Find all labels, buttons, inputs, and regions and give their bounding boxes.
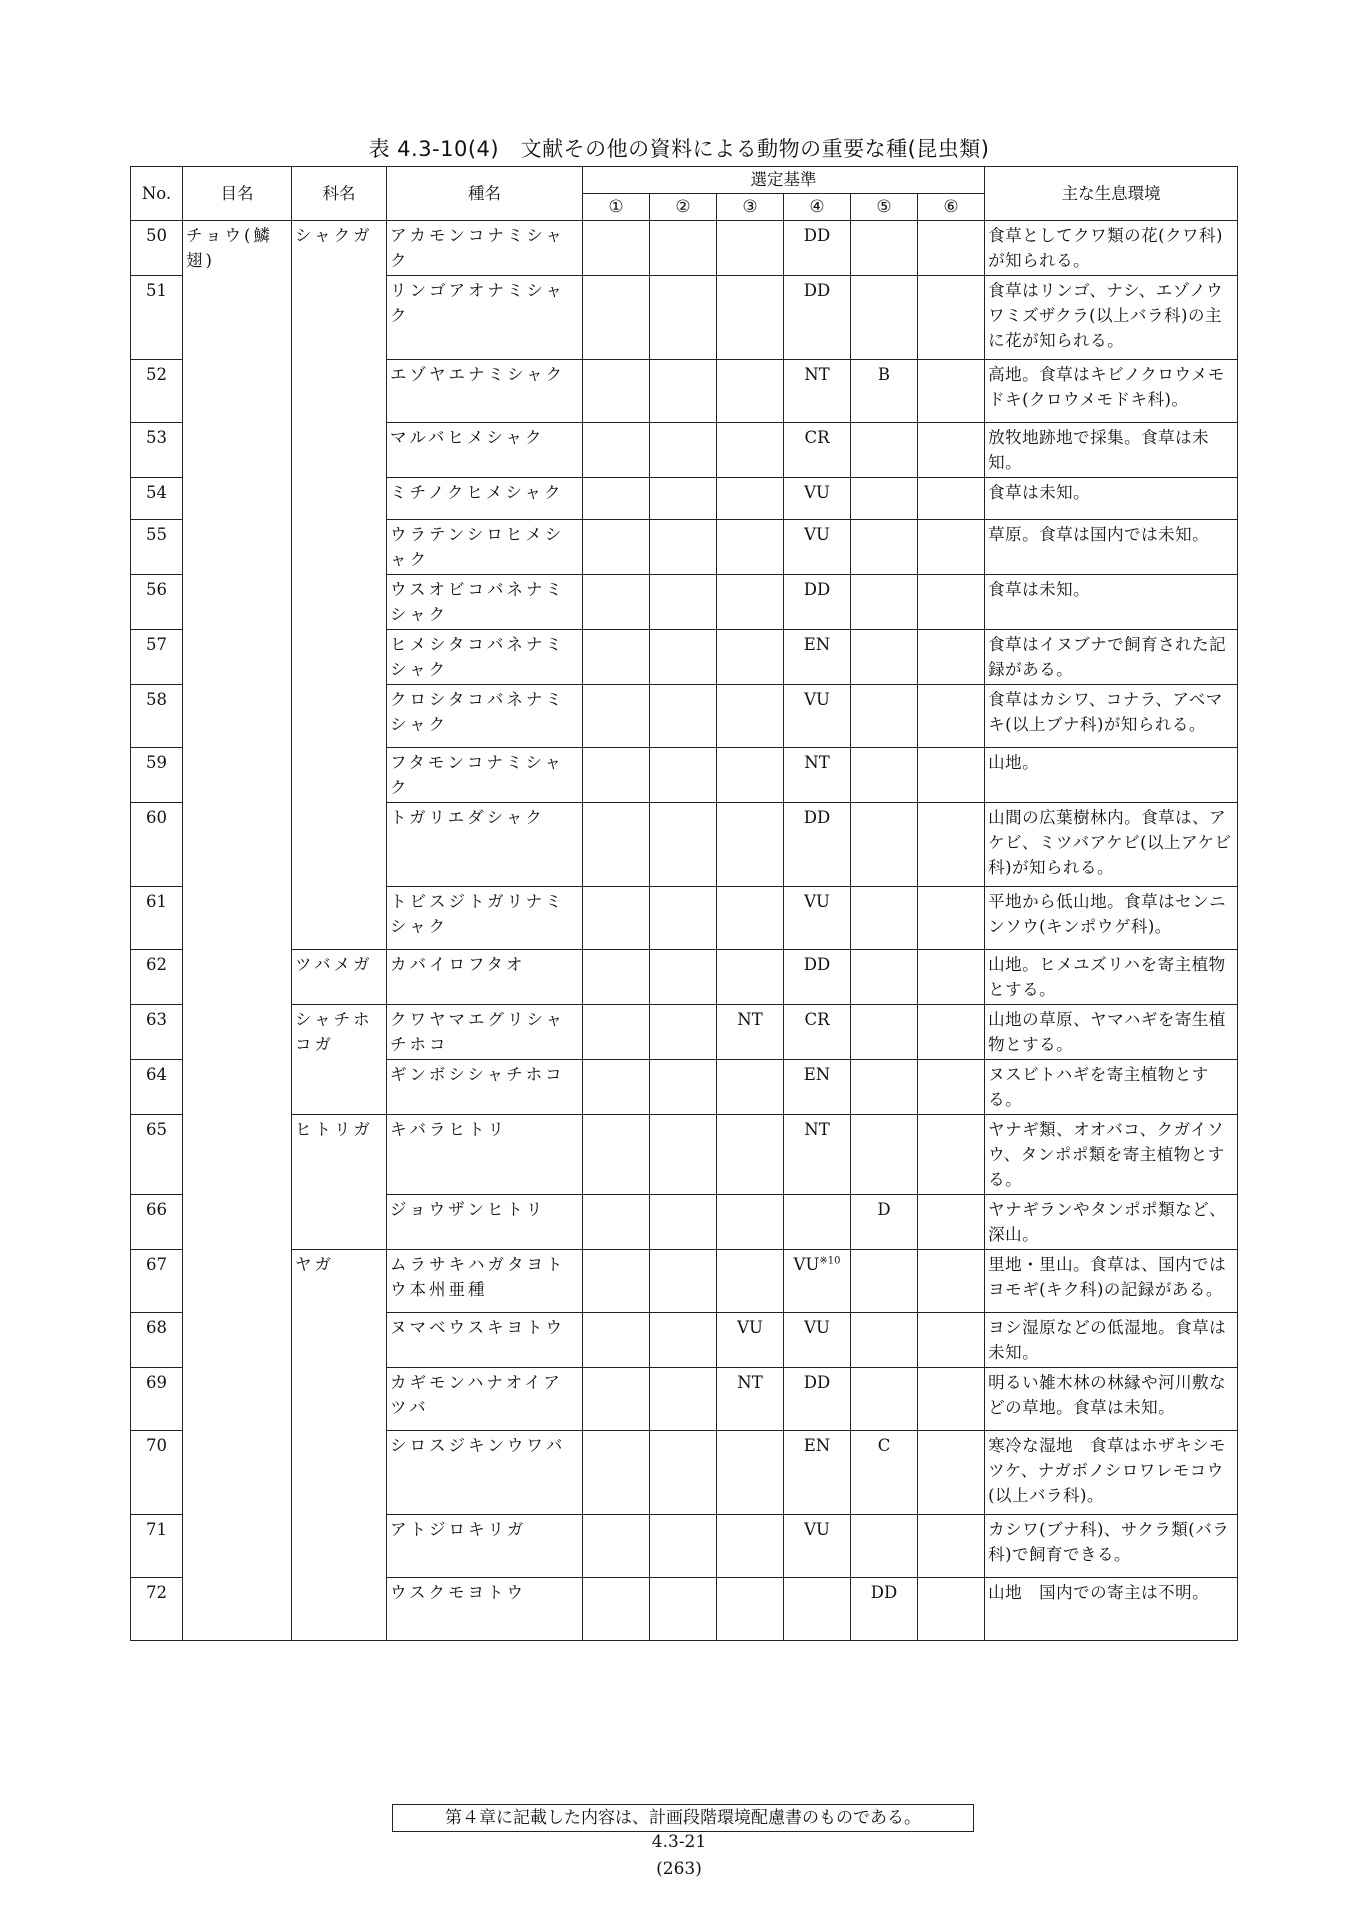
criterion-3 (717, 360, 784, 423)
species-name: エゾヤエナミシャク (387, 360, 583, 423)
criterion-2 (650, 575, 717, 630)
criterion-6 (918, 1005, 985, 1060)
criterion-2 (650, 360, 717, 423)
criterion-6 (918, 887, 985, 950)
criterion-5 (851, 1250, 918, 1313)
species-name: リンゴアオナミシャク (387, 276, 583, 360)
criterion-2 (650, 276, 717, 360)
row-number: 68 (131, 1313, 183, 1368)
criterion-4-value: VU (804, 525, 830, 544)
criterion-4-value: VU (793, 1255, 820, 1274)
criterion-1 (583, 1195, 650, 1250)
criterion-4-value: VU (804, 892, 830, 911)
criterion-4 (784, 1578, 851, 1641)
criterion-4 (784, 1368, 851, 1431)
header-criterion-6: ⑥ (918, 194, 985, 221)
criterion-5 (851, 423, 918, 478)
species-name: ウスクモヨトウ (387, 1578, 583, 1641)
criterion-1 (583, 1578, 650, 1641)
criterion-2 (650, 630, 717, 685)
row-number: 50 (131, 221, 183, 276)
criterion-5 (851, 748, 918, 803)
criterion-1 (583, 803, 650, 887)
habitat-text: 食草はカシワ、コナラ、アベマキ(以上ブナ科)が知られる。 (985, 685, 1238, 748)
header-species: 種名 (387, 167, 583, 221)
header-habitat: 主な生息環境 (985, 167, 1238, 221)
criterion-6 (918, 1515, 985, 1578)
criterion-4 (784, 520, 851, 575)
habitat-text: 山間の広葉樹林内。食草は、アケビ、ミツバアケビ(以上アケビ科)が知られる。 (985, 803, 1238, 887)
table-row (131, 1115, 1238, 1195)
family-name: シャチホコガ (292, 1005, 387, 1115)
species-name: ギンボシシャチホコ (387, 1060, 583, 1115)
criterion-4 (784, 630, 851, 685)
criterion-5 (851, 1005, 918, 1060)
criterion-1 (583, 748, 650, 803)
table-row (131, 1250, 1238, 1313)
habitat-text: ヤナギランやタンポポ類など、深山。 (985, 1195, 1238, 1250)
header-order: 目名 (183, 167, 292, 221)
criterion-3 (717, 803, 784, 887)
criterion-2 (650, 685, 717, 748)
family-name: シャクガ (292, 221, 387, 950)
criterion-2 (650, 1368, 717, 1431)
row-number: 66 (131, 1195, 183, 1250)
criterion-4-value: EN (803, 1065, 831, 1084)
criterion-6 (918, 478, 985, 520)
criterion-3 (717, 520, 784, 575)
row-number: 58 (131, 685, 183, 748)
family-name: ツバメガ (292, 950, 387, 1005)
header-criterion-5: ⑤ (851, 194, 918, 221)
criterion-1 (583, 1005, 650, 1060)
row-number: 72 (131, 1578, 183, 1641)
criterion-4 (784, 276, 851, 360)
criterion-3 (717, 1431, 784, 1515)
species-name: クロシタコバネナミシャク (387, 685, 583, 748)
criterion-6 (918, 575, 985, 630)
habitat-text: 里地・里山。食草は、国内ではヨモギ(キク科)の記録がある。 (985, 1250, 1238, 1313)
criterion-5 (851, 575, 918, 630)
criterion-4-value: DD (803, 580, 831, 599)
habitat-text: 山地 国内での寄主は不明。 (985, 1578, 1238, 1641)
species-name: ヌマベウスキヨトウ (387, 1313, 583, 1368)
criterion-4-value: DD (803, 281, 831, 300)
habitat-text: 食草としてクワ類の花(クワ科)が知られる。 (985, 221, 1238, 276)
criterion-6 (918, 1431, 985, 1515)
criterion-4 (784, 1115, 851, 1195)
criterion-4 (784, 221, 851, 276)
criterion-6 (918, 748, 985, 803)
row-number: 62 (131, 950, 183, 1005)
row-number: 55 (131, 520, 183, 575)
criterion-5 (851, 1115, 918, 1195)
criterion-3: VU (717, 1313, 784, 1368)
order-name: チョウ(鱗翅) (183, 221, 292, 1641)
species-name: ジョウザンヒトリ (387, 1195, 583, 1250)
header-criteria: 選定基準 (583, 167, 985, 194)
criterion-1 (583, 1250, 650, 1313)
habitat-text: 明るい雑木林の林縁や河川敷などの草地。食草は未知。 (985, 1368, 1238, 1431)
row-number: 61 (131, 887, 183, 950)
habitat-text: 食草は未知。 (985, 478, 1238, 520)
criterion-2 (650, 1060, 717, 1115)
criterion-3 (717, 630, 784, 685)
header-criterion-4: ④ (784, 194, 851, 221)
criterion-4-value: CR (804, 428, 830, 447)
criterion-2 (650, 1515, 717, 1578)
criterion-5 (851, 685, 918, 748)
criterion-5: C (851, 1431, 918, 1515)
criterion-4 (784, 685, 851, 748)
criterion-6 (918, 685, 985, 748)
criterion-2 (650, 478, 717, 520)
family-name: ヤガ (292, 1250, 387, 1641)
criterion-4-value: CR (804, 1010, 830, 1029)
criterion-2 (650, 1195, 717, 1250)
criterion-1 (583, 887, 650, 950)
criterion-3 (717, 748, 784, 803)
criterion-1 (583, 1313, 650, 1368)
criterion-1 (583, 221, 650, 276)
table-body (131, 221, 1238, 1641)
species-name: カギモンハナオイアツバ (387, 1368, 583, 1431)
row-number: 65 (131, 1115, 183, 1195)
criterion-6 (918, 1578, 985, 1641)
row-number: 57 (131, 630, 183, 685)
criterion-6 (918, 423, 985, 478)
criterion-4 (784, 1431, 851, 1515)
criterion-6 (918, 1368, 985, 1431)
criterion-5 (851, 520, 918, 575)
criterion-3 (717, 1515, 784, 1578)
criterion-4 (784, 1515, 851, 1578)
criterion-6 (918, 520, 985, 575)
criterion-5 (851, 1313, 918, 1368)
criterion-3 (717, 575, 784, 630)
species-name: ミチノクヒメシャク (387, 478, 583, 520)
table-row (131, 221, 1238, 276)
habitat-text: 山地の草原、ヤマハギを寄生植物とする。 (985, 1005, 1238, 1060)
criterion-6 (918, 360, 985, 423)
criterion-4-value: DD (803, 1373, 831, 1392)
habitat-text: 平地から低山地。食草はセンニンソウ(キンポウゲ科)。 (985, 887, 1238, 950)
habitat-text: 食草はリンゴ、ナシ、エゾノウワミズザクラ(以上バラ科)の主に花が知られる。 (985, 276, 1238, 360)
criterion-2 (650, 1431, 717, 1515)
criterion-4-value: DD (803, 955, 831, 974)
row-number: 56 (131, 575, 183, 630)
criterion-5 (851, 276, 918, 360)
criterion-3: NT (717, 1368, 784, 1431)
criterion-4-note: ※10 (819, 1255, 841, 1267)
criterion-2 (650, 1115, 717, 1195)
criterion-5 (851, 630, 918, 685)
row-number: 54 (131, 478, 183, 520)
criterion-4 (784, 360, 851, 423)
criterion-4 (784, 1313, 851, 1368)
criterion-4 (784, 1005, 851, 1060)
row-number: 67 (131, 1250, 183, 1313)
criterion-4-value: DD (803, 226, 831, 245)
criterion-4 (784, 887, 851, 950)
criterion-5 (851, 1368, 918, 1431)
habitat-text: 食草は未知。 (985, 575, 1238, 630)
species-name: クワヤマエグリシャチホコ (387, 1005, 583, 1060)
criterion-1 (583, 950, 650, 1005)
header-no: No. (131, 167, 183, 221)
species-name: キバラヒトリ (387, 1115, 583, 1195)
header-family: 科名 (292, 167, 387, 221)
criterion-4 (784, 803, 851, 887)
criterion-4-value: EN (803, 1436, 831, 1455)
criterion-6 (918, 950, 985, 1005)
criterion-6 (918, 221, 985, 276)
species-name: カバイロフタオ (387, 950, 583, 1005)
species-name: トガリエダシャク (387, 803, 583, 887)
row-number: 52 (131, 360, 183, 423)
criterion-6 (918, 1313, 985, 1368)
species-name: マルバヒメシャク (387, 423, 583, 478)
criterion-3 (717, 1060, 784, 1115)
criterion-6 (918, 1195, 985, 1250)
habitat-text: カシワ(ブナ科)、サクラ類(バラ科)で飼育できる。 (985, 1515, 1238, 1578)
criterion-6 (918, 630, 985, 685)
criterion-2 (650, 1005, 717, 1060)
criterion-1 (583, 1368, 650, 1431)
criterion-6 (918, 1250, 985, 1313)
family-name: ヒトリガ (292, 1115, 387, 1250)
criterion-1 (583, 1515, 650, 1578)
criterion-2 (650, 1250, 717, 1313)
criterion-2 (650, 950, 717, 1005)
criterion-3 (717, 478, 784, 520)
criterion-1 (583, 276, 650, 360)
criterion-4 (784, 950, 851, 1005)
criterion-4-value: DD (803, 808, 831, 827)
criterion-4-value: VU (804, 690, 830, 709)
header-criterion-3: ③ (717, 194, 784, 221)
habitat-text: 食草はイヌブナで飼育された記録がある。 (985, 630, 1238, 685)
species-name: ムラサキハガタヨトウ本州亜種 (387, 1250, 583, 1313)
criterion-2 (650, 1578, 717, 1641)
criterion-1 (583, 520, 650, 575)
criterion-5: DD (851, 1578, 918, 1641)
row-number: 63 (131, 1005, 183, 1060)
row-number: 53 (131, 423, 183, 478)
criterion-4 (784, 423, 851, 478)
criterion-2 (650, 803, 717, 887)
criterion-3 (717, 1578, 784, 1641)
criterion-2 (650, 520, 717, 575)
criterion-5 (851, 221, 918, 276)
page-number: 4.3-21 (651, 1832, 707, 1852)
criterion-4-value: VU (804, 483, 830, 502)
criterion-4-value: NT (804, 365, 830, 384)
habitat-text: ヤナギ類、オオバコ、クガイソウ、タンポポ類を寄主植物とする。 (985, 1115, 1238, 1195)
criterion-4 (784, 1195, 851, 1250)
criterion-4-value: EN (803, 635, 831, 654)
criterion-3 (717, 423, 784, 478)
habitat-text: 放牧地跡地で採集。食草は未知。 (985, 423, 1238, 478)
habitat-text: 山地。 (985, 748, 1238, 803)
criterion-4-value: VU (804, 1520, 830, 1539)
criterion-5 (851, 1515, 918, 1578)
criterion-3 (717, 1195, 784, 1250)
criterion-4 (784, 1060, 851, 1115)
row-number: 64 (131, 1060, 183, 1115)
criterion-1 (583, 630, 650, 685)
species-name: シロスジキンウワバ (387, 1431, 583, 1515)
criterion-3: NT (717, 1005, 784, 1060)
criterion-1 (583, 575, 650, 630)
footer-note: 第４章に記載した内容は、計画段階環境配慮書のものである。 (392, 1804, 974, 1832)
habitat-text: 草原。食草は国内では未知。 (985, 520, 1238, 575)
criterion-6 (918, 1060, 985, 1115)
species-name: トビスジトガリナミシャク (387, 887, 583, 950)
criterion-5 (851, 803, 918, 887)
criterion-2 (650, 221, 717, 276)
row-number: 71 (131, 1515, 183, 1578)
habitat-text: ヨシ湿原などの低湿地。食草は未知。 (985, 1313, 1238, 1368)
row-number: 70 (131, 1431, 183, 1515)
criterion-2 (650, 423, 717, 478)
table-row (131, 950, 1238, 1005)
criterion-5 (851, 887, 918, 950)
species-name: ウラテンシロヒメシャク (387, 520, 583, 575)
header-criterion-2: ② (650, 194, 717, 221)
species-name: フタモンコナミシャク (387, 748, 583, 803)
table-title: 表 4.3-10(4) 文献その他の資料による動物の重要な種(昆虫類) (368, 137, 990, 161)
criterion-5: B (851, 360, 918, 423)
criterion-6 (918, 803, 985, 887)
species-name: ウスオビコバネナミシャク (387, 575, 583, 630)
criterion-1 (583, 1431, 650, 1515)
species-name: アトジロキリガ (387, 1515, 583, 1578)
species-table (130, 166, 1238, 1641)
criterion-5 (851, 1060, 918, 1115)
criterion-2 (650, 887, 717, 950)
criterion-4-value: VU (804, 1318, 830, 1337)
habitat-text: ヌスビトハギを寄主植物とする。 (985, 1060, 1238, 1115)
criterion-1 (583, 478, 650, 520)
criterion-3 (717, 685, 784, 748)
criterion-1 (583, 685, 650, 748)
criterion-3 (717, 221, 784, 276)
criterion-4 (784, 575, 851, 630)
criterion-2 (650, 748, 717, 803)
criterion-5 (851, 478, 918, 520)
criterion-1 (583, 423, 650, 478)
header-criterion-1: ① (583, 194, 650, 221)
criterion-4-value: NT (804, 1120, 830, 1139)
species-name: ヒメシタコバネナミシャク (387, 630, 583, 685)
row-number: 59 (131, 748, 183, 803)
criterion-3 (717, 276, 784, 360)
table-row (131, 1005, 1238, 1060)
criterion-1 (583, 1115, 650, 1195)
criterion-3 (717, 887, 784, 950)
criterion-4-value: NT (804, 753, 830, 772)
criterion-3 (717, 950, 784, 1005)
criterion-5 (851, 950, 918, 1005)
row-number: 60 (131, 803, 183, 887)
criterion-1 (583, 360, 650, 423)
criterion-5: D (851, 1195, 918, 1250)
criterion-3 (717, 1115, 784, 1195)
criterion-6 (918, 1115, 985, 1195)
criterion-4 (784, 1250, 851, 1313)
habitat-text: 山地。ヒメユズリハを寄主植物とする。 (985, 950, 1238, 1005)
habitat-text: 高地。食草はキビノクロウメモドキ(クロウメモドキ科)。 (985, 360, 1238, 423)
criterion-4 (784, 748, 851, 803)
criterion-2 (650, 1313, 717, 1368)
species-name: アカモンコナミシャク (387, 221, 583, 276)
row-number: 51 (131, 276, 183, 360)
criterion-1 (583, 1060, 650, 1115)
habitat-text: 寒冷な湿地 食草はホザキシモツケ、ナガボノシロワレモコウ(以上バラ科)。 (985, 1431, 1238, 1515)
criterion-6 (918, 276, 985, 360)
row-number: 69 (131, 1368, 183, 1431)
page-subnumber: (263) (656, 1859, 702, 1879)
criterion-3 (717, 1250, 784, 1313)
criterion-4 (784, 478, 851, 520)
